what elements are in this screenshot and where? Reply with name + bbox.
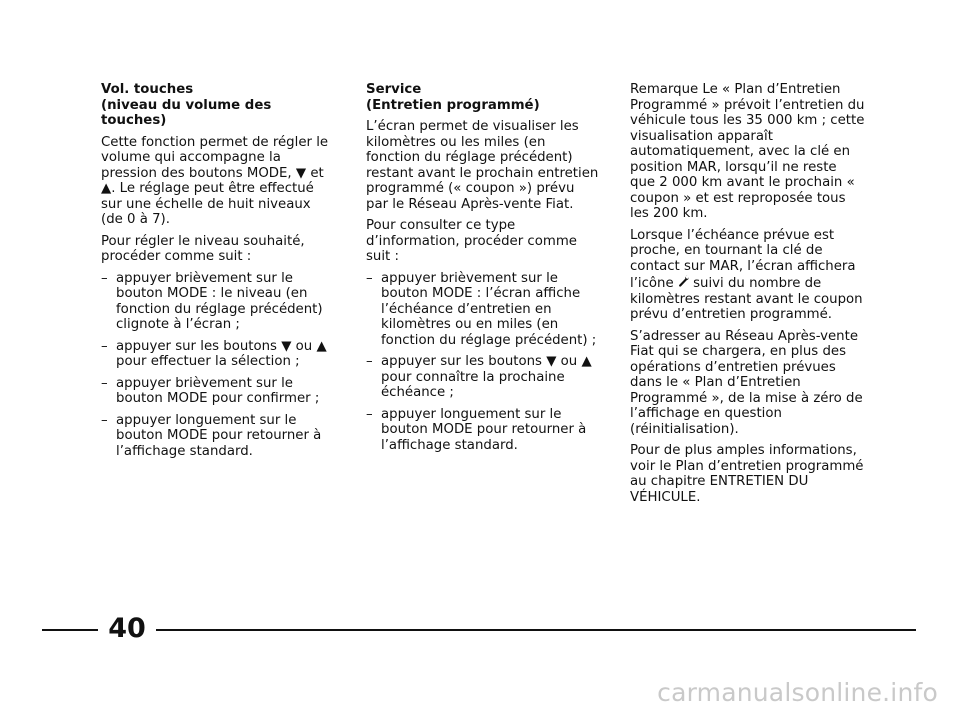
list-item: – appuyer brièvement sur le bouton MODE pour confirmer ; [101,376,329,407]
section-heading: Vol. touches (niveau du volume des touches) [101,82,272,128]
paragraph: Cette fonction permet de régler le volume qui accompagne la pression des boutons MODE, ▼ et ▲. Le réglage peut être effectué sur une échelle de huit niveaux (de 0 à 7). [101,134,329,227]
list-item: – appuyer brièvement sur le bouton MODE : le niveau (en fonction du réglage précédent) clignote à l’écran ; [101,271,329,333]
paragraph: L’écran permet de visualiser les kilomètres ou les miles (en fonction du réglage précédent) restant avant le prochain entretien programmé (« coupon ») prévu par le Réseau Après-vente Fiat. [366,119,599,212]
paragraph: Pour de plus amples informations, voir le Plan d’entretien programmé au chapitre ENTRETIEN DU VÉHICULE. [630,443,864,505]
page-number: 40 [108,613,146,644]
list-item: – appuyer longuement sur le bouton MODE pour retourner à l’affichage standard. [101,413,329,460]
list-item: – appuyer sur les boutons ▼ ou ▲ pour connaître la prochaine échéance ; [366,354,600,401]
paragraph: S’adresser au Réseau Après-vente Fiat qui se chargera, en plus des opérations d’entretien prévues dans le « Plan d’Entretien Programmé », de la mise à zéro de l’affichage en question (réinitialisation). [630,328,863,437]
paragraph: Remarque Le « Plan d’Entretien Programmé » prévoit l’entretien du véhicule tous les 35 000 km ; cette visualisation apparaît automatiquement, avec la clé en position MAR, lorsqu’il ne reste que 2 000 km avant le prochain « coupon » et est reproposée tous les 200 km. [630,82,865,221]
paragraph: Pour régler le niveau souhaité, procéder comme suit : [101,233,305,264]
column-service [366,82,600,459]
footer-rule-right [156,629,916,631]
column-volume-keys [101,82,329,465]
paragraph: Pour consulter ce type d’information, procéder comme suit : [366,218,577,264]
paragraph: Lorsque l’échéance prévue est proche, en tournant la clé de contact sur MAR, l’écran affichera l’icône suivi du nombre de kilomètres restant avant le coupon prévu d’entretien programmé. [630,227,863,322]
steps-list [101,271,329,460]
section-heading: Service (Entretien programmé) [366,82,540,113]
column-notes [630,82,865,511]
wrench-icon [678,276,689,291]
list-item: – appuyer brièvement sur le bouton MODE : l’écran affiche l’échéance d’entretien en kilomètres ou en miles (en fonction du réglage précédent) ; [366,271,600,349]
page-footer [0,611,960,651]
footer-rule-left [42,629,98,631]
watermark: carmanualsonline.info [657,678,938,707]
steps-list [366,271,600,454]
list-item: – appuyer longuement sur le bouton MODE pour retourner à l’affichage standard. [366,407,600,454]
list-item: – appuyer sur les boutons ▼ ou ▲ pour effectuer la sélection ; [101,339,329,370]
